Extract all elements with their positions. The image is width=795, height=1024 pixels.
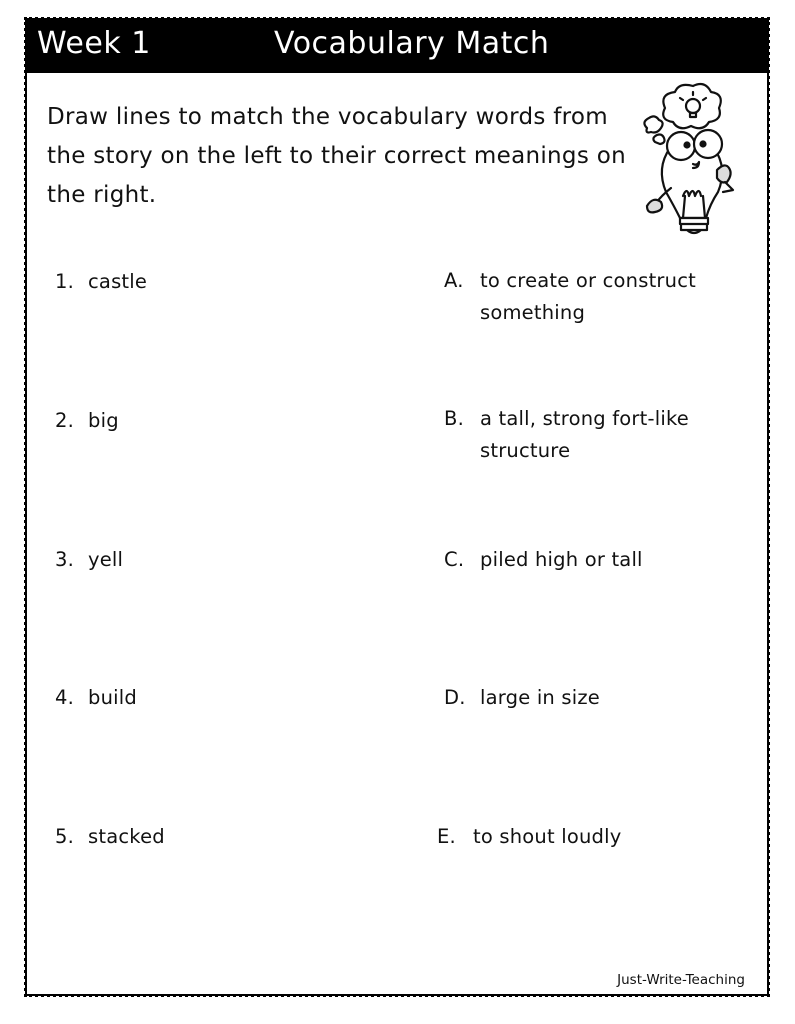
definition-text: piled high or tall — [480, 548, 643, 571]
definition-c — [444, 544, 750, 576]
word-number: 1. — [55, 270, 75, 293]
word-text: big — [88, 409, 119, 432]
vocab-word-4 — [55, 682, 137, 714]
definition-letter: E. — [437, 825, 456, 848]
vocab-word-5 — [55, 821, 165, 853]
definition-text: large in size — [480, 686, 600, 709]
week-label: Week 1 — [37, 26, 151, 61]
vocab-word-3 — [55, 544, 123, 576]
lightbulb-character-icon — [625, 78, 755, 238]
word-text: yell — [88, 548, 124, 571]
definition-letter: B. — [444, 407, 464, 430]
definition-text: a tall, strong fort-like structure — [480, 407, 689, 462]
vocab-word-1 — [55, 266, 147, 298]
word-number: 3. — [55, 548, 75, 571]
definition-letter: D. — [444, 686, 466, 709]
definition-letter: C. — [444, 548, 465, 571]
word-number: 5. — [55, 825, 75, 848]
definition-text: to create or construct something — [480, 269, 696, 324]
definition-letter: A. — [444, 269, 464, 292]
instructions: Draw lines to match the vocabulary words from the story on the left to their correct meanings on the right. — [47, 104, 626, 208]
header-bar — [27, 20, 767, 73]
definition-e — [437, 821, 743, 853]
word-text: build — [88, 686, 137, 709]
word-text: stacked — [88, 825, 165, 848]
definition-d — [444, 682, 750, 714]
word-text: castle — [88, 270, 148, 293]
vocab-word-2 — [55, 405, 119, 437]
word-number: 2. — [55, 409, 75, 432]
credit-text: Just-Write-Teaching — [617, 972, 745, 988]
word-number: 4. — [55, 686, 75, 709]
worksheet-title: Vocabulary Match — [274, 26, 550, 61]
definition-a — [444, 265, 750, 329]
worksheet-frame — [24, 17, 770, 997]
definition-b — [444, 403, 730, 467]
definition-text: to shout loudly — [473, 825, 622, 848]
